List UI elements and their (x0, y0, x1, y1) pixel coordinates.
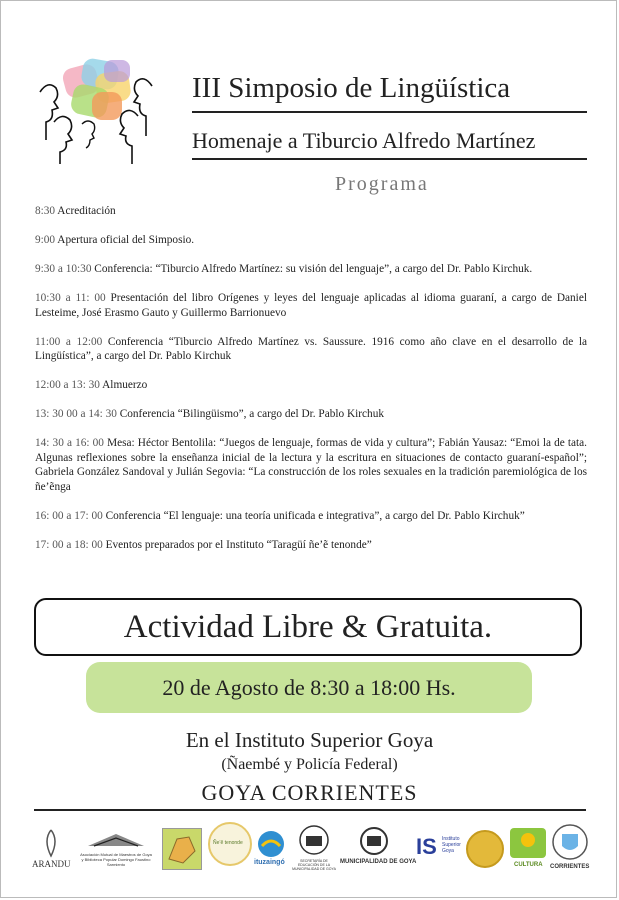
schedule-time: 11:00 a 12:00 (35, 335, 103, 348)
corrientes-label: CORRIENTES (550, 864, 590, 870)
schedule-item (35, 509, 587, 524)
schedule-time: 9:30 a 10:30 (35, 263, 92, 275)
cultura-label: CULTURA (514, 862, 543, 868)
schedule-time: 10:30 a 11: 00 (35, 292, 106, 304)
free-activity-banner: Actividad Libre & Gratuita. (34, 598, 582, 656)
schedule-time: 12:00 a 13: 30 (35, 379, 100, 391)
cultura-badge-icon (508, 826, 548, 860)
nee-tenonde-label: Ñe’ẽ tenonde (213, 840, 243, 846)
corrientes-logo (550, 822, 590, 878)
corrientes-shield-icon (550, 822, 590, 862)
venue-city: GOYA CORRIENTES (201, 780, 418, 805)
schedule-time: 16: 00 a 17: 00 (35, 509, 103, 522)
schedule-text: Presentación del libro Orígenes y leyes del lenguaje aplicadas al idioma guaraní, a cargo de Daniel Lesteime, José Erasmo Gauto y Guillermo Barrionuevo (35, 292, 587, 319)
footer-divider (34, 809, 586, 811)
linguistics-faces-logo (34, 52, 159, 167)
schedule-item (35, 204, 587, 219)
venue-address: (Ñaembé y Policía Federal) (221, 756, 398, 773)
isg-label: Instituto Superior Goya (442, 836, 461, 854)
schedule-time: 8:30 (35, 205, 56, 217)
secretaria-logo (292, 824, 336, 872)
isg-mark-icon (414, 830, 440, 860)
schedule-text: Acreditación (55, 205, 116, 217)
svg-text:IS: IS (416, 834, 437, 859)
municipalidad-label: MUNICIPALIDAD DE GOYA (340, 859, 417, 865)
event-subtitle: Homenaje a Tiburcio Alfredo Martínez (192, 128, 536, 153)
event-date-banner: 20 de Agosto de 8:30 a 18:00 Hs. (86, 662, 532, 713)
schedule-text: Apertura oficial del Simposio. (55, 234, 195, 246)
arandu-logo (30, 826, 72, 870)
schedule-item (35, 233, 587, 248)
schedule-text: Eventos preparados por el Instituto “Taragüí ñe’ẽ tenonde” (102, 538, 372, 551)
gold-seal-logo (466, 830, 504, 868)
title-underline (192, 111, 587, 113)
schedule-item (35, 335, 587, 364)
ituzaingo-logo (252, 828, 290, 872)
schedule-text: Almuerzo (99, 379, 148, 391)
schedule-time: 14: 30 a 16: 00 (35, 437, 104, 449)
sponsor-logos (30, 822, 590, 882)
venue-name: En el Instituto Superior Goya (185, 728, 434, 752)
schedule-text: Conferencia: “Tiburcio Alfredo Martínez: su visión del lenguaje”, a cargo del Dr. Pablo Kirchuk. (91, 263, 533, 275)
schedule-item (35, 407, 587, 422)
subtitle-underline (192, 158, 587, 160)
section-heading: Programa (335, 173, 429, 195)
map-icon (163, 829, 201, 869)
schedule-text: Mesa: Héctor Bentolila: “Juegos de lenguaje, formas de vida y cultura”; Fabián Yausaz: “Emoi la de tata. Algunas reflexiones sobre la enseñanza inicial de la lectura y la escritura en situaciones de contacto guaraní-español”; Gabriela González Sandoval y Julián Segovia: “La construcción de los roles sexuales en la tradición paremiológica de los ñe’ẽnga (35, 437, 587, 493)
building-icon (292, 824, 336, 858)
event-title: III Simposio de Lingüística (192, 72, 511, 104)
schedule-item (35, 262, 587, 277)
schedule-text: Conferencia “Bilingüismo”, a cargo del Dr. Pablo Kirchuk (116, 408, 384, 420)
schedule-time: 17: 00 a 18: 00 (35, 538, 103, 551)
schedule-time: 9:00 (35, 234, 56, 246)
schedule-list (35, 204, 587, 567)
cultura-logo (508, 826, 548, 870)
book-icon (80, 828, 152, 850)
schedule-item (35, 378, 587, 393)
secretaria-label: SECRETARÍA DE EDUCACIÓN DE LA MUNICIPALIDAD DE GOYA (292, 859, 336, 871)
arandu-label: ARANDU (32, 859, 71, 869)
municipalidad-logo (338, 826, 417, 870)
municipal-seal-icon (338, 826, 410, 856)
schedule-item (35, 291, 587, 320)
arandu-mark-icon (30, 826, 72, 860)
schedule-item (35, 436, 587, 494)
ituzaingo-label: ituzaingó (254, 859, 285, 866)
schedule-text: Conferencia “Tiburcio Alfredo Martínez vs. Saussure. 1916 como año clave en el desarrollo de la Lingüística”, a cargo del Dr. Pablo Kirchuk (35, 335, 587, 362)
asociacion-logo (80, 828, 152, 872)
ituzaingo-emblem-icon (252, 828, 290, 860)
schedule-item (35, 538, 587, 553)
map-logo (162, 828, 202, 870)
schedule-time: 13: 30 00 a 14: 30 (35, 408, 117, 420)
nee-tenonde-logo (208, 822, 252, 866)
asociacion-label: Asociación Mutual de Maestros de Goya y Biblioteca Popular Domingo Faustino Sarmiento (80, 852, 152, 867)
schedule-text: Conferencia “El lenguaje: una teoría unificada e integrativa”, a cargo del Dr. Pablo Kirchuk” (102, 509, 525, 522)
